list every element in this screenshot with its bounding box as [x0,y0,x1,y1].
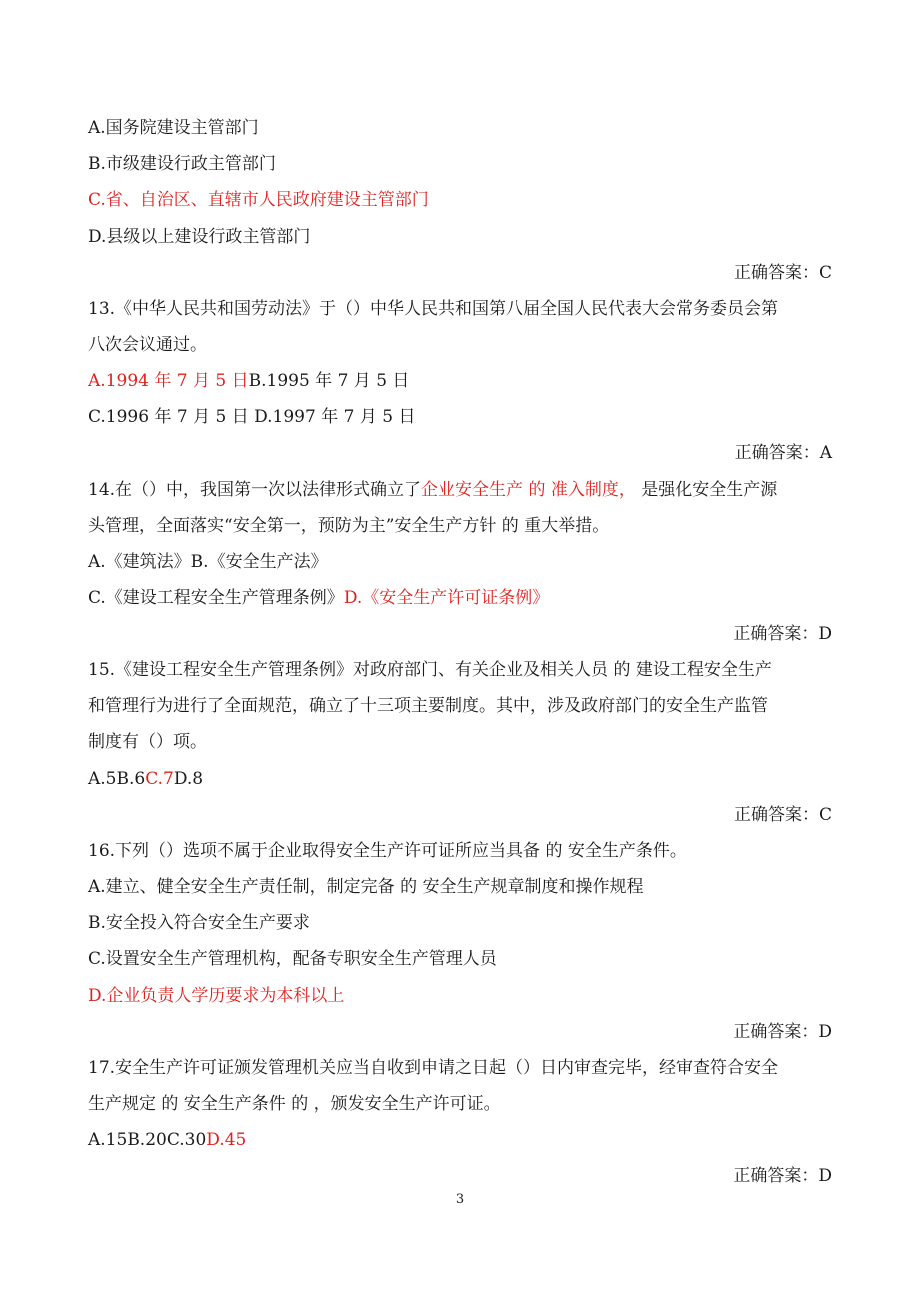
q13-answer: 正确答案：A [734,443,832,463]
q13-stem-line1: 13.《中华人民共和国劳动法》于（）中华人民共和国第八届全国人民代表大会常务委员会第 [88,299,779,319]
q15-option-ab: A.5B.6 [88,769,146,789]
q17-stem-line2: 生产规定 的 安全生产条件 的 ，颁发安全生产许可证。 [88,1094,501,1114]
q14-answer: 正确答案：D [733,624,832,644]
q16-option-c: C.设置安全生产管理机构，配备专职安全生产管理人员 [88,949,497,969]
q15-stem-line3: 制度有（）项。 [88,732,207,752]
q14-stem-line2: 头管理，全面落实“安全第一，预防为主”安全生产方针 的 重大举措。 [88,516,610,536]
q17-stem-line1: 17.安全生产许可证颁发管理机关应当自收到申请之日起（）日内审查完毕，经审查符合安全 [88,1058,779,1078]
q17-option-d: D.45 [206,1130,247,1150]
q12-option-a: A.国务院建设主管部门 [88,118,259,138]
q15-stem-line1: 15.《建设工程安全生产管理条例》对政府部门、有关企业及相关人员 的 建设工程安全生产 [88,660,772,680]
q15-option-d: D.8 [173,769,204,789]
q14-stem-line1 [88,479,777,501]
q14-options-ab: A.《建筑法》B.《安全生产法》 [88,552,328,572]
q14-stem-highlight: 企业安全生产 的 准入制度， [421,480,636,500]
q14-stem-post: 是强化安全生产源 [635,480,778,500]
q14-stem-pre: 14.在（）中，我国第一次以法律形式确立了 [88,480,422,500]
q16-option-b: B.安全投入符合安全生产要求 [88,913,310,933]
q16-stem: 16.下列（）选项不属于企业取得安全生产许可证所应当具备 的 安全生产条件。 [88,841,687,861]
q12-option-c: C.省、自治区、直辖市人民政府建设主管部门 [88,190,429,210]
q15-stem-line2: 和管理行为进行了全面规范，确立了十三项主要制度。其中，涉及政府部门的安全生产监管 [88,696,768,716]
q16-answer: 正确答案：D [733,1022,832,1042]
q14-options-cd [88,587,549,609]
q14-option-c: C.《建设工程安全生产管理条例》 [88,588,344,608]
q17-options [88,1129,246,1151]
q13-options-cd: C.1996 年 7 月 5 日 D.1997 年 7 月 5 日 [88,407,416,427]
q13-option-a: A.1994 年 7 月 5 日 [88,371,249,391]
page-number: 3 [455,1192,465,1207]
q13-option-b: B.1995 年 7 月 5 日 [248,371,410,391]
q15-answer: 正确答案：C [733,805,832,825]
q17-option-abc: A.15B.20C.30 [88,1130,207,1150]
q17-answer: 正确答案：D [733,1166,832,1186]
q13-stem-line2: 八次会议通过。 [88,335,207,355]
q12-answer: 正确答案：C [733,263,832,283]
q14-option-d: D.《安全生产许可证条例》 [343,588,550,608]
q15-option-c: C.7 [145,769,174,789]
q12-option-b: B.市级建设行政主管部门 [88,154,276,174]
q15-options [88,768,203,790]
q16-option-a: A.建立、健全安全生产责任制，制定完备 的 安全生产规章制度和操作规程 [88,877,644,897]
q12-option-d: D.县级以上建设行政主管部门 [88,227,311,247]
q16-option-d: D.企业负责人学历要求为本科以上 [88,986,345,1006]
q13-options-ab [88,370,409,392]
